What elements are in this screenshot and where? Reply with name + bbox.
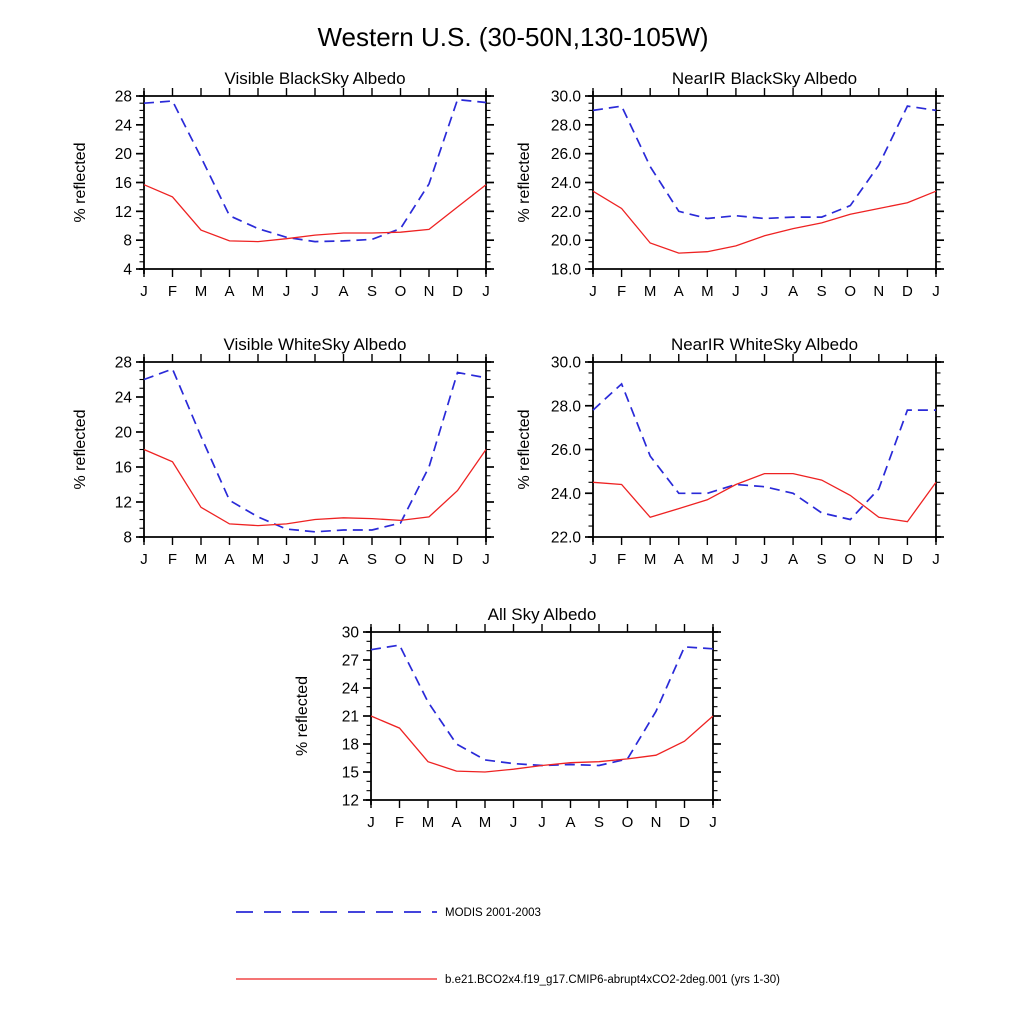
- y-tick-label: 24: [341, 680, 359, 698]
- modis-series-line: [144, 100, 486, 242]
- x-tick-label: O: [394, 551, 407, 568]
- x-tick-label: S: [816, 551, 827, 568]
- chart-all-sky-albedo: [294, 605, 721, 831]
- x-tick-label: A: [788, 283, 799, 300]
- y-tick-label: 28: [114, 354, 132, 372]
- x-tick-label: M: [701, 551, 714, 568]
- x-tick-label: J: [367, 814, 375, 831]
- y-tick-label: 20.0: [550, 232, 581, 250]
- x-tick-label: F: [394, 814, 405, 831]
- x-tick-label: J: [760, 283, 769, 300]
- chart-visible-whitesky-albedo: [72, 335, 494, 568]
- x-tick-label: A: [451, 814, 462, 831]
- x-tick-label: D: [452, 283, 463, 300]
- y-tick-label: 20: [114, 146, 132, 164]
- x-tick-label: S: [366, 551, 378, 568]
- model-series-line: [371, 716, 713, 772]
- legend-label-model: b.e21.BCO2x4.f19_g17.CMIP6-abrupt4xCO2-2deg.001 (yrs 1-30): [445, 974, 780, 986]
- x-tick-label: M: [701, 283, 714, 300]
- x-tick-label: J: [538, 814, 546, 831]
- x-tick-label: M: [194, 283, 208, 300]
- x-tick-label: N: [873, 551, 885, 568]
- chart-title: NearIR WhiteSky Albedo: [670, 335, 859, 354]
- y-tick-label: 26.0: [550, 146, 581, 164]
- x-tick-label: J: [509, 814, 518, 831]
- x-tick-label: J: [932, 283, 940, 300]
- y-tick-label: 24.0: [550, 175, 581, 192]
- modis-series-line: [144, 369, 486, 532]
- x-tick-label: J: [482, 551, 490, 568]
- legend-label-modis: MODIS 2001-2003: [445, 907, 541, 919]
- y-tick-label: 30: [341, 624, 359, 642]
- x-tick-label: A: [788, 551, 799, 568]
- x-tick-label: M: [251, 551, 265, 568]
- x-tick-label: J: [932, 551, 940, 568]
- y-tick-label: 21: [341, 708, 359, 726]
- x-tick-label: S: [366, 283, 378, 300]
- y-tick-label: 18.0: [550, 261, 581, 279]
- x-tick-label: A: [338, 551, 349, 568]
- x-tick-label: D: [679, 814, 690, 831]
- chart-title: Visible BlackSky Albedo: [224, 69, 406, 88]
- x-tick-label: O: [844, 551, 857, 568]
- y-axis-title: % reflected: [516, 142, 533, 223]
- y-tick-label: 27: [341, 652, 359, 670]
- chart-nearir-whitesky-albedo: [516, 335, 944, 568]
- x-tick-label: M: [643, 551, 657, 568]
- y-tick-label: 18: [341, 736, 359, 754]
- y-axis-title: % reflected: [294, 675, 311, 757]
- x-tick-label: F: [167, 551, 178, 568]
- x-tick-label: F: [616, 283, 627, 300]
- y-axis-title: % reflected: [72, 142, 89, 223]
- y-tick-label: 28.0: [550, 398, 581, 416]
- x-tick-label: N: [650, 814, 662, 831]
- chart-title: NearIR BlackSky Albedo: [671, 69, 858, 88]
- chart-title: All Sky Albedo: [487, 605, 597, 624]
- x-tick-label: N: [873, 283, 885, 300]
- y-axis-title: % reflected: [516, 409, 533, 490]
- x-tick-label: N: [423, 283, 435, 300]
- x-tick-label: J: [709, 814, 717, 831]
- modis-series-line: [593, 384, 936, 520]
- x-tick-label: J: [311, 283, 319, 300]
- x-tick-label: D: [901, 283, 913, 300]
- x-tick-label: J: [760, 551, 769, 568]
- x-tick-label: A: [338, 283, 349, 300]
- modis-series-line: [593, 106, 936, 218]
- x-tick-label: A: [224, 551, 235, 568]
- y-tick-label: 15: [341, 764, 359, 782]
- y-axis-title: % reflected: [72, 409, 89, 490]
- x-tick-label: J: [140, 551, 148, 568]
- x-tick-label: M: [194, 551, 208, 568]
- y-tick-label: 22.0: [550, 203, 581, 221]
- x-tick-label: A: [224, 283, 235, 300]
- x-tick-label: S: [816, 283, 827, 300]
- y-tick-label: 8: [123, 232, 132, 250]
- y-tick-label: 12: [341, 792, 359, 810]
- y-tick-label: 24: [114, 389, 132, 407]
- chart-title: Visible WhiteSky Albedo: [223, 335, 407, 354]
- x-tick-label: D: [452, 551, 463, 568]
- x-tick-label: J: [732, 283, 740, 300]
- model-series-line: [144, 185, 486, 242]
- x-tick-label: M: [251, 283, 265, 300]
- x-tick-label: J: [311, 551, 319, 568]
- x-tick-label: M: [421, 814, 435, 831]
- y-tick-label: 28: [114, 88, 132, 106]
- y-tick-label: 16: [114, 459, 132, 477]
- x-tick-label: J: [732, 551, 740, 568]
- x-tick-label: O: [621, 814, 634, 831]
- figure-title: Western U.S. (30-50N,130-105W): [317, 22, 709, 52]
- y-tick-label: 26.0: [550, 442, 581, 459]
- x-tick-label: J: [482, 283, 490, 300]
- y-tick-label: 28.0: [550, 117, 581, 135]
- y-tick-label: 24.0: [550, 485, 581, 503]
- x-tick-label: J: [140, 283, 148, 300]
- chart-visible-blacksky-albedo: [72, 69, 494, 300]
- x-tick-label: A: [565, 814, 576, 831]
- y-tick-label: 12: [114, 494, 132, 512]
- x-tick-label: J: [282, 283, 291, 300]
- model-series-line: [593, 474, 936, 522]
- y-tick-label: 30.0: [550, 88, 581, 106]
- y-tick-label: 8: [123, 529, 132, 547]
- y-tick-label: 30.0: [550, 354, 581, 372]
- x-tick-label: F: [167, 283, 178, 300]
- model-series-line: [144, 450, 486, 526]
- x-tick-label: S: [593, 814, 605, 831]
- x-tick-label: D: [901, 551, 913, 568]
- x-tick-label: J: [589, 283, 597, 300]
- x-tick-label: A: [673, 551, 684, 568]
- x-tick-label: F: [616, 551, 627, 568]
- y-tick-label: 22.0: [550, 529, 581, 547]
- x-tick-label: J: [589, 551, 597, 568]
- x-tick-label: N: [423, 551, 435, 568]
- x-tick-label: J: [282, 551, 291, 568]
- x-tick-label: A: [673, 283, 684, 300]
- chart-nearir-blacksky-albedo: [516, 69, 944, 300]
- y-tick-label: 12: [114, 203, 132, 221]
- y-tick-label: 4: [123, 261, 132, 279]
- modis-series-line: [371, 645, 713, 765]
- y-tick-label: 16: [114, 175, 132, 192]
- x-tick-label: M: [478, 814, 492, 831]
- y-tick-label: 20: [114, 424, 132, 442]
- y-tick-label: 24: [114, 117, 132, 135]
- model-series-line: [593, 191, 936, 253]
- x-tick-label: O: [844, 283, 857, 300]
- x-tick-label: O: [394, 283, 407, 300]
- x-tick-label: M: [643, 283, 657, 300]
